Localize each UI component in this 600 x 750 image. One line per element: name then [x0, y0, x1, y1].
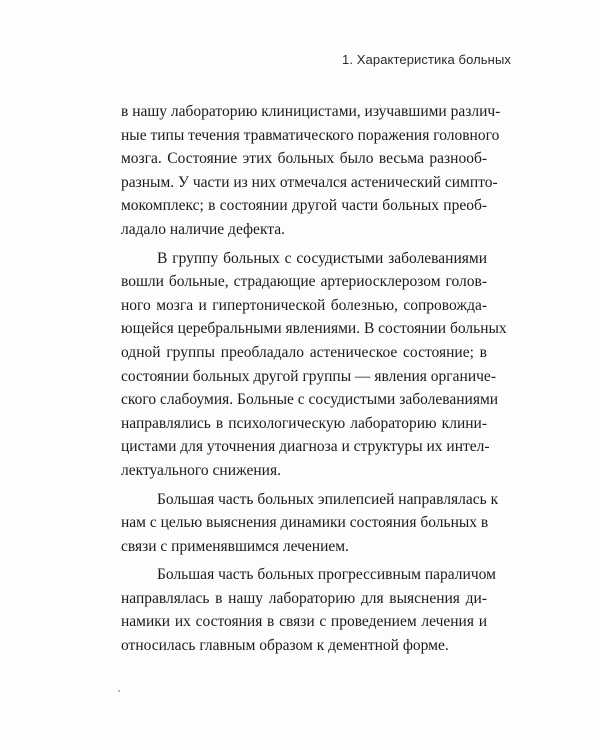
text-line: ладало наличие дефекта. — [121, 220, 285, 238]
text-line: цистами для уточнения диагноза и структуры их интел- — [121, 438, 490, 456]
running-header: 1. Характеристика больных — [342, 52, 511, 67]
paragraph-4 — [121, 563, 496, 657]
text-line: одной группы преобладало астеническое состояние; в — [121, 343, 487, 361]
body-text — [121, 100, 507, 658]
text-line: мозга. Состояние этих больных было весьма разнооб- — [121, 150, 487, 168]
paragraph-2 — [121, 247, 507, 483]
text-line: направлялась в нашу лабораторию для выяснения ди- — [121, 589, 487, 607]
text-line: состоянии больных другой группы — явления органиче- — [121, 367, 496, 385]
text-line: вошли больные, страдающие артериосклерозом голов- — [121, 273, 487, 291]
paragraph-3 — [121, 488, 499, 559]
page-speck — [118, 690, 120, 692]
text-line: лектуального снижения. — [121, 461, 281, 479]
text-line: нам с целью выяснения динамики состояния больных в — [121, 514, 489, 532]
text-line: Большая часть больных прогрессивным параличом — [157, 566, 496, 584]
text-line: ющейся церебральными явлениями. В состоянии больных — [121, 320, 507, 338]
text-line: В группу больных с сосудистыми заболеваниями — [157, 249, 487, 267]
text-line: разным. У части из них отмечался астенический симпто- — [121, 173, 498, 191]
text-line: ные типы течения травматического поражения головного — [121, 126, 500, 144]
text-line: относилась главным образом к дементной форме. — [121, 637, 449, 655]
text-line: ского слабоумия. Больные с сосудистыми заболеваниями — [121, 391, 499, 409]
text-line: в нашу лабораторию клиницистами, изучавшими различ- — [121, 103, 501, 120]
paragraph-1 — [121, 100, 501, 242]
text-line: направлялись в психологическую лабораторию клини- — [121, 414, 487, 432]
text-line: ного мозга и гипертонической болезнью, сопровожда- — [121, 296, 487, 314]
text-line: мокомплекс; в состоянии другой части больных преоб- — [121, 197, 487, 215]
text-line: связи с применявшимся лечением. — [121, 537, 349, 555]
text-line: намики их состояния в связи с проведением лечения и — [121, 613, 487, 631]
text-line: Большая часть больных эпилепсией направлялась к — [157, 490, 499, 508]
